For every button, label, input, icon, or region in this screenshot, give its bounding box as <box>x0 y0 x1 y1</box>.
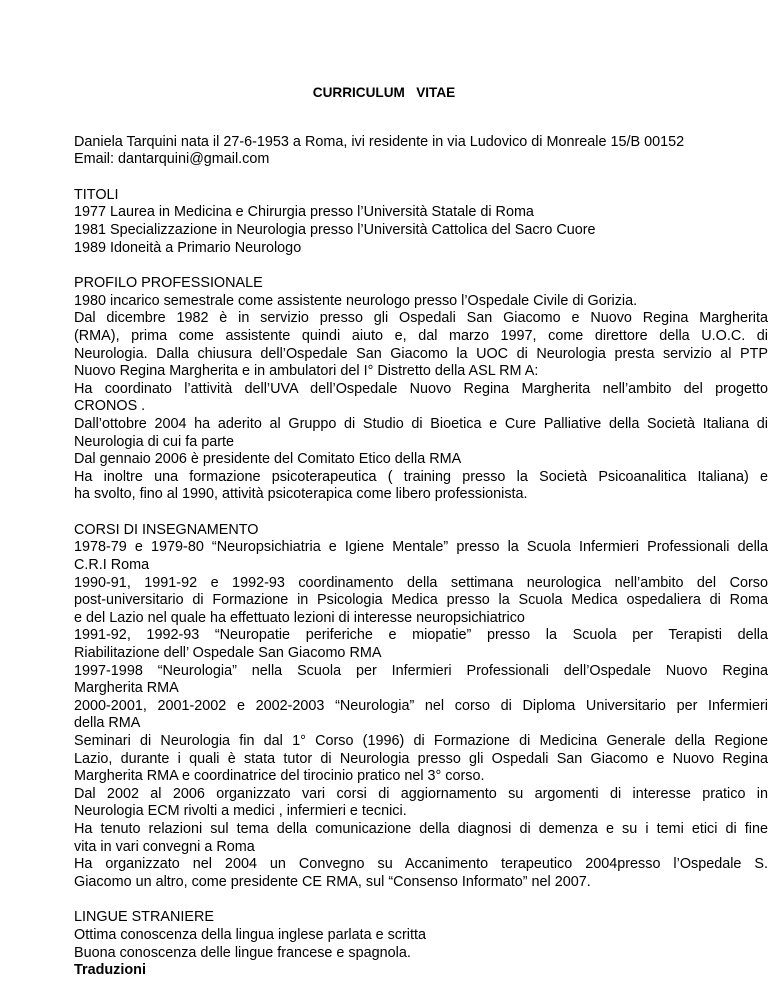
text-line: Ha inoltre una formazione psicoterapeutica ( training presso la Società Psicoanalitica Italiana) e <box>74 468 768 485</box>
text-line: Dall’ottobre 2004 ha aderito al Gruppo di Studio di Bioetica e Cure Palliative della Società Italiana di <box>74 415 768 432</box>
section-profilo <box>74 275 768 504</box>
text-line: Giacomo un altro, come presidente CE RMA, sul “Consenso Informato” nel 2007. <box>74 873 591 890</box>
text-line: Neurologia ECM rivolti a medici , infermieri e tecnici. <box>74 803 407 820</box>
text-line: Seminari di Neurologia fin dal 1° Corso (1996) di Formazione di Medicina Generale della Regione <box>74 733 768 749</box>
text-line: C.R.I Roma <box>74 557 150 574</box>
email-line: Email: dantarquini@gmail.com <box>74 151 270 168</box>
section-titoli <box>74 187 768 257</box>
section-lingue <box>74 909 768 979</box>
document-page <box>74 84 768 998</box>
text-line: 2000-2001, 2001-2002 e 2002-2003 “Neurologia” nel corso di Diploma Universitario per Infermieri <box>74 697 768 714</box>
text-line: Margherita RMA e coordinatrice del tirocinio pratico nel 3° corso. <box>74 768 485 785</box>
section-heading: LINGUE STRANIERE <box>74 909 214 926</box>
document-title: CURRICULUM VITAE <box>312 85 456 100</box>
section-corsi <box>74 522 768 891</box>
text-line: Lazio, durante i quali è stata tutor di Neurologia presso gli Ospedali San Giacomo e Nuovo Regina <box>74 750 768 767</box>
text-line: 1980 incarico semestrale come assistente neurologo presso l’Ospedale Civile di Gorizia. <box>74 292 638 309</box>
text-line: Neurologia. Dalla chiusura dell’Ospedale San Giacomo la UOC di Neurologia presta servizio al PTP <box>74 345 768 362</box>
text-line: (RMA), prima come assistente quindi aiuto e, dal marzo 1997, come direttore della U.O.C. di <box>74 327 768 344</box>
text-line: Dal dicembre 1982 è in servizio presso gli Ospedali San Giacomo e Nuovo Regina Margherita <box>74 310 768 327</box>
subsection-heading: Traduzioni <box>74 962 146 979</box>
text-line: Ha organizzato nel 2004 un Convegno su Accanimento terapeutico 2004presso l’Ospedale S. <box>74 856 768 873</box>
text-line: Dal gennaio 2006 è presidente del Comitato Etico della RMA <box>74 451 462 468</box>
text-line: vita in vari convegni a Roma <box>74 838 255 855</box>
text-line: Riabilitazione dell’ Ospedale San Giacomo RMA <box>74 645 382 662</box>
text-line: Ha tenuto relazioni sul tema della comunicazione della diagnosi di demenza e su i temi etici di fine <box>74 820 768 837</box>
section-heading: PROFILO PROFESSIONALE <box>74 275 263 292</box>
personal-info <box>74 134 768 169</box>
text-line: Margherita RMA <box>74 680 179 697</box>
text-line: ha svolto, fino al 1990, attività psicoterapica come libero professionista. <box>74 486 528 503</box>
text-line: Buona conoscenza delle lingue francese e spagnola. <box>74 944 411 961</box>
text-line: 1989 Idoneità a Primario Neurologo <box>74 239 302 256</box>
text-line: Ha coordinato l’attività dell’UVA dell’Ospedale Nuovo Regina Margherita nell’ambito del progetto <box>74 380 768 397</box>
text-line: 1990-91, 1991-92 e 1992-93 coordinamento della settimana neurologica nell’ambito del Corso <box>74 574 768 591</box>
text-line: e del Lazio nel quale ha effettuato lezioni di interesse neuropsichiatrico <box>74 609 525 626</box>
text-line: Neurologia di cui fa parte <box>74 433 234 450</box>
section-heading: TITOLI <box>74 186 119 203</box>
text-line: Dal 2002 al 2006 organizzato vari corsi di aggiornamento su argomenti di interesse pratico in <box>74 785 768 802</box>
text-line: CRONOS . <box>74 398 146 415</box>
name-address-line: Daniela Tarquini nata il 27-6-1953 a Roma, ivi residente in via Ludovico di Monreale 15/B 00152 <box>74 133 685 150</box>
text-line: Nuovo Regina Margherita e in ambulatori del I° Distretto della ASL RM A: <box>74 363 539 380</box>
text-line: della RMA <box>74 715 141 732</box>
text-line: 1978-79 e 1979-80 “Neuropsichiatria e Igiene Mentale” presso la Scuola Infermieri Professionali della <box>74 539 768 556</box>
text-line: 1991-92, 1992-93 “Neuropatie periferiche e miopatie” presso la Scuola per Terapisti della <box>74 627 768 644</box>
text-line: 1977 Laurea in Medicina e Chirurgia presso l’Università Statale di Roma <box>74 204 534 221</box>
section-heading: CORSI DI INSEGNAMENTO <box>74 521 259 538</box>
text-line: 1997-1998 “Neurologia” nella Scuola per Infermieri Professionali dell’Ospedale Nuovo Regina <box>74 662 768 679</box>
text-line: post-universitario di Formazione in Psicologia Medica presso la Scuola Medica ospedaliera di Roma <box>74 592 768 609</box>
text-line: Ottima conoscenza della lingua inglese parlata e scritta <box>74 926 426 943</box>
text-line: 1981 Specializzazione in Neurologia presso l’Università Cattolica del Sacro Cuore <box>74 221 596 238</box>
